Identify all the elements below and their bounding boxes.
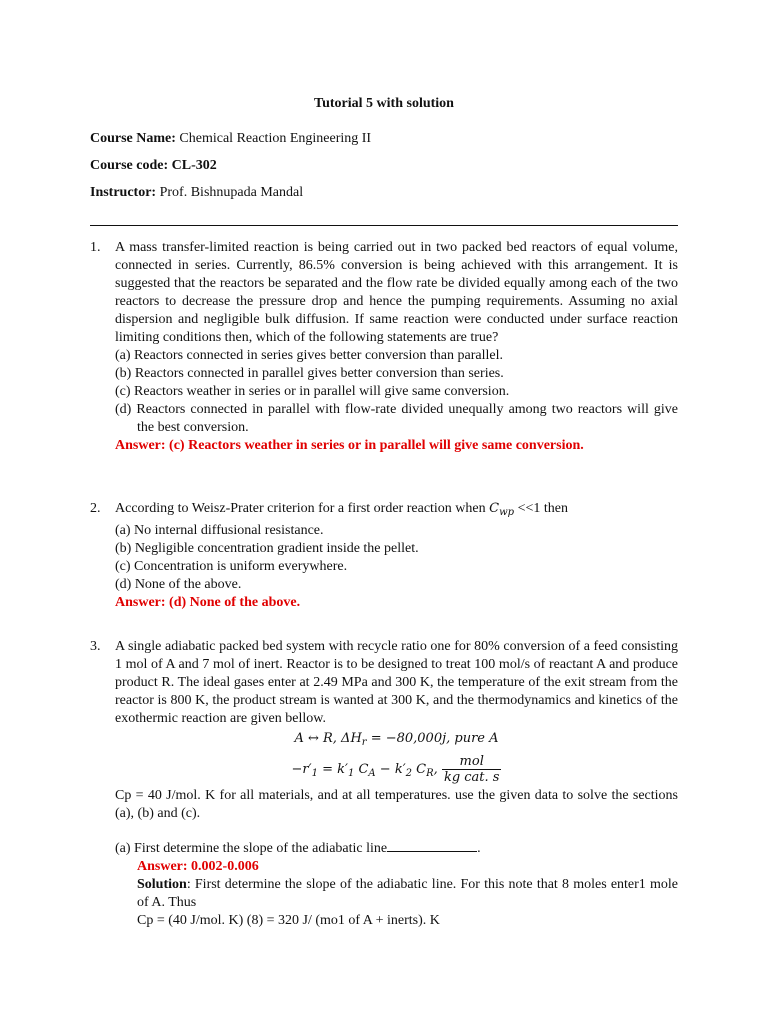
question-number: 3. xyxy=(90,639,101,654)
reaction-equation: A ↔ R, $\Delta H_r = -80,000j$, pure A xyxy=(294,731,499,748)
solution-text: Solution: First determine the slope of the adiabatic line. For this note that 8 moles enter1 mole of A. Thus xyxy=(137,877,678,910)
question-number: 1. xyxy=(90,240,101,255)
question-text: A single adiabatic packed bed system with recycle ratio one for 80% conversion of a feed consisting 1 mol of A and 7 mol of inert. Reactor is to be designed to treat 100 mol/s of reactant A and produce product R. The ideal gases enter at 2.49 MPa and 300 K, the temperature of the exit stream from the reactor is 800 K, the product stream is wanted at 300 K, and the thermodynamics and kinetics of the exothermic reaction are given bellow. xyxy=(115,639,678,726)
course-name-label: Course Name: xyxy=(90,131,176,146)
question-2 xyxy=(90,500,678,612)
option-b: (b) Reactors connected in parallel gives better conversion than series. xyxy=(115,366,504,381)
option-b: (b) Negligible concentration gradient inside the pellet. xyxy=(115,541,419,556)
instructor-line xyxy=(90,184,303,202)
question-options xyxy=(115,347,678,437)
answer: Answer: (c) Reactors weather in series or in parallel will give same conversion. xyxy=(115,438,584,453)
cwp-symbol: $C_{wp}$ xyxy=(489,501,515,518)
course-code-line xyxy=(90,157,217,175)
option-a: (a) No internal diffusional resistance. xyxy=(115,523,324,538)
rate-equation: $-r'_1 = k'_1$ $C_A - k'_2$ $C_R$, $\frac{\text{mol}}{\text{kg cat. s}}$ xyxy=(291,754,500,785)
question-text: A mass transfer-limited reaction is being carried out in two packed bed reactors of equal volume, connected in series. Currently, 86.5% conversion is being achieved with this arrangement. It is suggested that the reactors be separated and the flow rate be divided equally among each of the two reactors to decrease the pressure drop and hence the pumping requirements. Assuming no axial dispersion and negligible bulk diffusion. If same reaction were conducted under surface reaction limiting conditions then, which of the following statements are true? xyxy=(115,240,678,345)
page-title: Tutorial 5 with solution xyxy=(314,96,454,111)
part-a: (a) First determine the slope of the adiabatic line . Answer: 0.002-0.006 Solution: First determine the slope of the adiabatic line. For this note that 8 moles enter1 mole of A. Thus Cp = (40 J/mol. K) (8) = 320 J/ (mo1 of A + inerts). K xyxy=(115,841,678,928)
question-number: 2. xyxy=(90,501,101,516)
option-c: (c) Concentration is uniform everywhere. xyxy=(115,559,348,574)
question-1 xyxy=(90,239,678,455)
instructor: Prof. Bishnupada Mandal xyxy=(159,185,304,200)
course-code: CL-302 xyxy=(171,158,217,173)
option-a: (a) Reactors connected in series gives better conversion than parallel. xyxy=(115,348,503,363)
part-a-answer: Answer: 0.002-0.006 xyxy=(137,859,259,874)
cp-statement: Cp = 40 J/mol. K for all materials, and at all temperatures. use the given data to solve the sections (a), (b) and (c). xyxy=(115,788,678,821)
question-text: According to Weisz-Prater criterion for a first order reaction when $C_{wp} <<1$ then xyxy=(115,501,568,518)
option-d: (d) Reactors connected in parallel with flow-rate divided unequally among two reactors will give the best conversion. xyxy=(115,402,678,435)
answer: Answer: (d) None of the above. xyxy=(115,595,301,610)
course-name: Chemical Reaction Engineering II xyxy=(179,131,372,146)
option-d: (d) None of the above. xyxy=(115,577,242,592)
course-name-line xyxy=(90,130,371,148)
rate-units-fraction: $\frac{\text{mol}}{\text{kg cat. s}}$ xyxy=(443,754,500,785)
cp-calculation: Cp = (40 J/mol. K) (8) = 320 J/ (mo1 of A + inerts). K xyxy=(137,913,440,928)
solution-label: Solution xyxy=(137,877,187,892)
answer-blank xyxy=(387,839,477,852)
course-code-label: Course code: xyxy=(90,158,169,173)
question-options xyxy=(115,522,678,594)
instructor-label: Instructor: xyxy=(90,185,157,200)
option-c: (c) Reactors weather in series or in parallel will give same conversion. xyxy=(115,384,510,399)
question-3 xyxy=(90,638,678,930)
header-divider xyxy=(90,225,678,226)
